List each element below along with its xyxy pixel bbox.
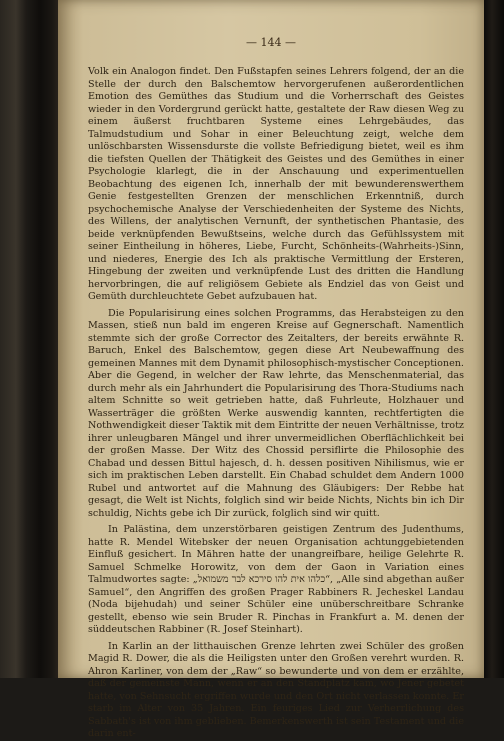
paragraph-raw-system: Volk ein Analogon findet. Den Fußstapfen seines Lehrers folgend, der an die Stelle der durch den Balschemtow hervorgerufenen außerordentlichen Emotion des Gemüthes das Studium und die Vorherrschaft des Geistes wieder in den Vordergrund gerückt hatte, gestaltete der Raw diesen Weg zu einem äußerst fruchtbaren Systeme eines Lehrgebäudes, das Talmudstudium und Sohar in einer Beleuchtung zeigt, welche dem unlöschbarsten Wissensdurste die vollste Befriedigung bietet, weil es ihm die tiefsten Quellen der Thätigkeit des Geistes und des Gemüthes in einer Psychologie klarlegt, die in der Anschauung und experimentuellen Beobachtung des eigenen Ich, innerhalb der mit bewunderenswerthem Genie festgestellten Grenzen der menschlichen Erkenntniß, durch psychochemische Analyse der Verschiedenheiten der Systeme des Nichts, des Willens, der analytischen Vernunft, der synthetischen Phantasie, des beide verknüpfenden Bewußtseins, welche durch das Gefühlssystem mit seiner Eintheilung in höheres, Liebe, Furcht, Schönheits-(Wahrheits-)Sinn, und niederes, Energie des Ich als praktische Vermittlung der Ersteren, Hingebung der zweiten und verknüpfende Lust des dritten die Handlung hervorbringen, die auf religiösem Gebiete als Endziel das von Geist und Gemüth durchleuchtete Gebet aufzubauen hat. bbox=[88, 66, 464, 302]
paragraph-karlin: In Karlin an der litthauischen Grenze lehrten zwei Schüler des großen Magid R. Dower, die als die Heiligsten unter den Großen verehrt wurden. R. Ahron Karliner, von dem der „Raw“ so bewunderte und von dem er erzählte, daß der gemeinste Mann, wenn er an den Standplatz kam, wo Jener gebetet hatte, von Sehnsucht ergriffen wurde und den Ort nicht verlassen konnte. Er starb im Alter von 35 Jahren. Ein feuriges Lied zur Verherrlichung des Sabbath's ist von ihm geblieben. Bemerkenswerth ist sein Testament und die darin ent- bbox=[88, 640, 464, 739]
paragraph-palestine: In Palästina, dem unzerstörbaren geistigen Zentrum des Judenthums, hatte R. Mendel Witebsker der neuen Organisation achtunggebietenden Einfluß gesichert. In Mähren hatte der unangreifbare, heilige Gelehrte R. Samuel Schmelke Horowitz, von dem der Gaon in Variation eines Talmudwortes sagte: „כלהו אית להו סירכא לבר משמואל“, „Alle sind abgethan außer Samuel“, den Angriffen des großen Prager Rabbiners R. Jecheskel Landau (Noda bijehudah) und seiner Schüler eine unüberschreitbare Schranke gestellt, ebenso wie sein Bruder R. Pinchas in Frankfurt a. M. denen der süddeutschen Rabbiner (R. Josef Steinhart). bbox=[88, 524, 464, 635]
paragraph-popularisation: Die Popularisirung eines solchen Programms, das Herabsteigen zu den Massen, stieß nun bald im engeren Kreise auf Gegnerschaft. Namentlich stemmte sich der große Corrector des Zeitalters, der bereits erwähnte R. Baruch, Enkel des Balschemtow, gegen diese Art Neubewaffnung des gemeinen Mannes mit dem Dynamit philosophisch-mystischer Conceptionen. Aber die Gegend, in welcher der Raw lehrte, das Menschenmaterial, das durch mehr als ein Jahrhundert die Popularisirung des Thora-Studiums nach altem Schnitte so weit getrieben hatte, daß Fuhrleute, Holzhauer und Wasserträger die größten Werke auswendig kannten, rechtfertigten die Nothwendigkeit dieser Taktik mit dem Eintritte der neuen Verhältnisse, trotz ihrer unleugbaren Mängel und ihrer unvermeidlichen Oberflächlichkeit bei der großen Masse. Der Witz des Chossid persiflirte die Philosophie des Chabad und dessen Bittul hajesch, d. h. dessen positiven Nihilismus, wie er sich im praktischen Leben darstellt. Ein Chabad schuldet dem Andern 1000 Rubel und antwortet auf die Mahnung des Gläubigers: Der Rebbe hat gesagt, die Welt ist Nichts, folglich sind wir beide Nichts, Nichts bin ich Dir schuldig, Nichts gebe ich Dir zurück, folglich sind wir quitt. bbox=[88, 307, 464, 519]
page-number: — 144 — bbox=[246, 36, 296, 49]
body-text bbox=[88, 66, 464, 741]
page-edge-shadow bbox=[484, 0, 504, 678]
book-page bbox=[58, 0, 484, 739]
